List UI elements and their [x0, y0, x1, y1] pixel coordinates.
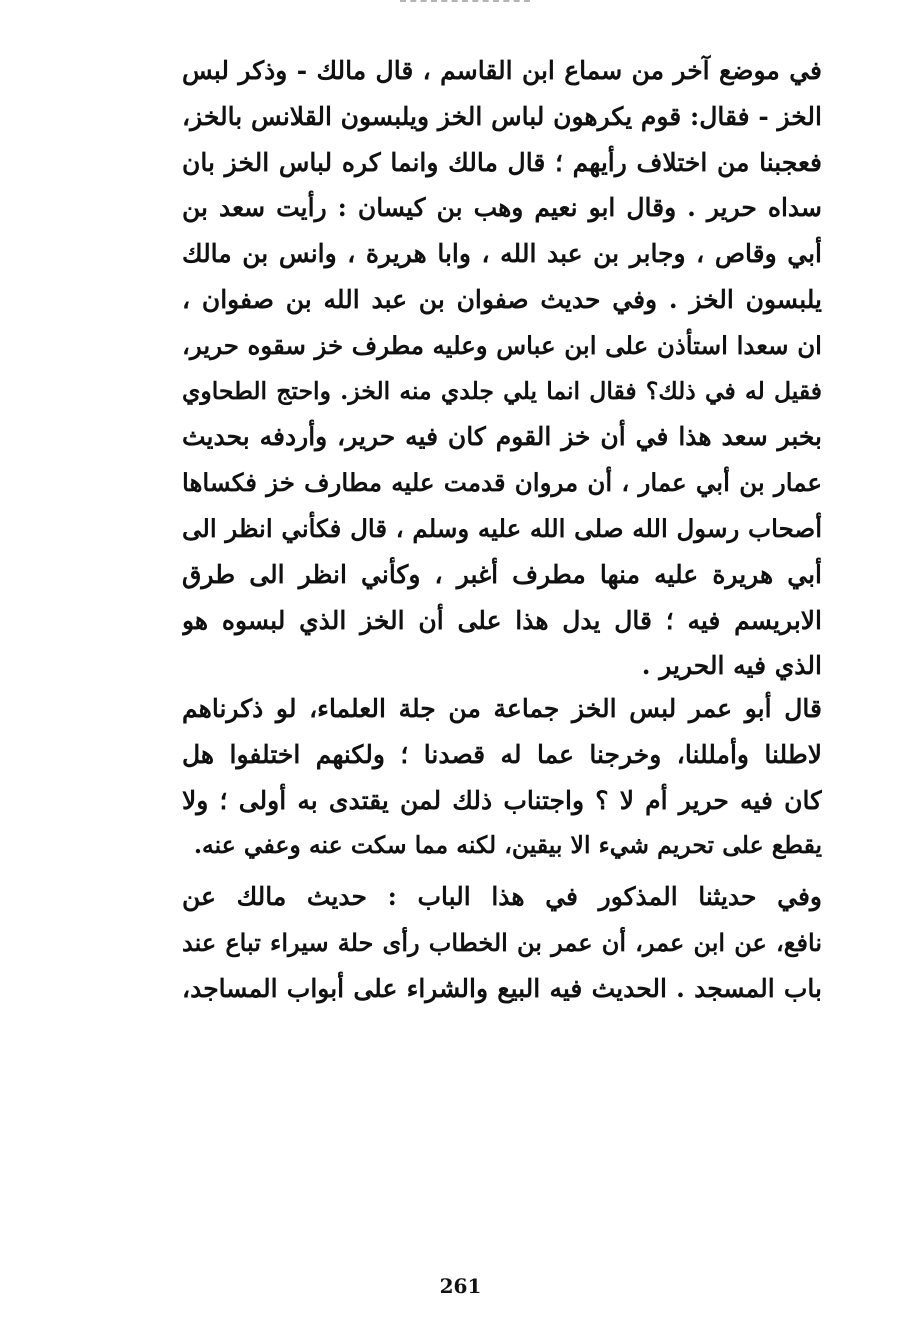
- text-line: في موضع آخر من سماع ابن القاسم ، قال مالك - وذكر لبس: [182, 56, 822, 85]
- paragraph-3: [182, 874, 822, 1011]
- text-line: عمار بن أبي عمار ، أن مروان قدمت عليه مطارف خز فكساها: [182, 468, 822, 498]
- text-line: وفي حديثنا المذكور في هذا الباب : حديث مالك عن: [182, 882, 822, 911]
- top-edge-mark: [400, 0, 530, 6]
- paragraph-1: [182, 48, 822, 689]
- text-line: الخز - فقال: قوم يكرهون لباس الخز ويلبسون القلانس بالخز،: [182, 101, 822, 131]
- text-line: الذي فيه الحرير .: [641, 651, 822, 681]
- paragraph-2: [182, 686, 822, 869]
- text-line: الابريسم فيه ؛ قال يدل هذا على أن الخز الذي لبسوه هو: [182, 605, 822, 635]
- text-line: نافع، عن ابن عمر، أن عمر بن الخطاب رأى حلة سيراء تباع عند: [182, 927, 822, 957]
- text-line: فعجبنا من اختلاف رأيهم ؛ قال مالك وانما كره لباس الخز بان: [182, 147, 822, 177]
- text-line: سداه حرير . وقال ابو نعيم وهب بن كيسان : رأيت سعد بن: [182, 193, 822, 223]
- text-line: قال أبو عمر لبس الخز جماعة من جلة العلماء، لو ذكرناهم: [182, 694, 822, 723]
- text-line: ان سعدا استأذن على ابن عباس وعليه مطرف خز سقوه حرير،: [182, 330, 822, 360]
- page-number: 261: [439, 1274, 482, 1298]
- text-line: باب المسجد . الحديث فيه البيع والشراء على أبواب المساجد،: [182, 973, 822, 1003]
- text-line: كان فيه حرير أم لا ؟ واجتناب ذلك لمن يقتدى به أولى ؛ ولا: [182, 785, 822, 815]
- text-line: لاطلنا وأمللنا، وخرجنا عما له قصدنا ؛ ولكنهم اختلفوا هل: [182, 739, 822, 769]
- text-line: أصحاب رسول الله صلى الله عليه وسلم ، قال فكأني انظر الى: [182, 513, 822, 543]
- text-line: فقيل له في ذلك؟ فقال انما يلي جلدي منه الخز. واحتج الطحاوي: [182, 376, 822, 405]
- text-line: أبي وقاص ، وجابر بن عبد الله ، وابا هريرة ، وانس بن مالك: [182, 239, 822, 269]
- text-line: أبي هريرة عليه منها مطرف أغبر ، وكأني انظر الى طرق: [182, 559, 822, 589]
- text-line: بخبر سعد هذا في أن خز القوم كان فيه حرير، وأردفه بحديث: [182, 422, 822, 452]
- text-line: يقطع على تحريم شيء الا بيقين، لكنه مما سكت عنه وعفي عنه.: [193, 831, 822, 860]
- text-line: يلبسون الخز . وفي حديث صفوان بن عبد الله بن صفوان ،: [182, 284, 822, 314]
